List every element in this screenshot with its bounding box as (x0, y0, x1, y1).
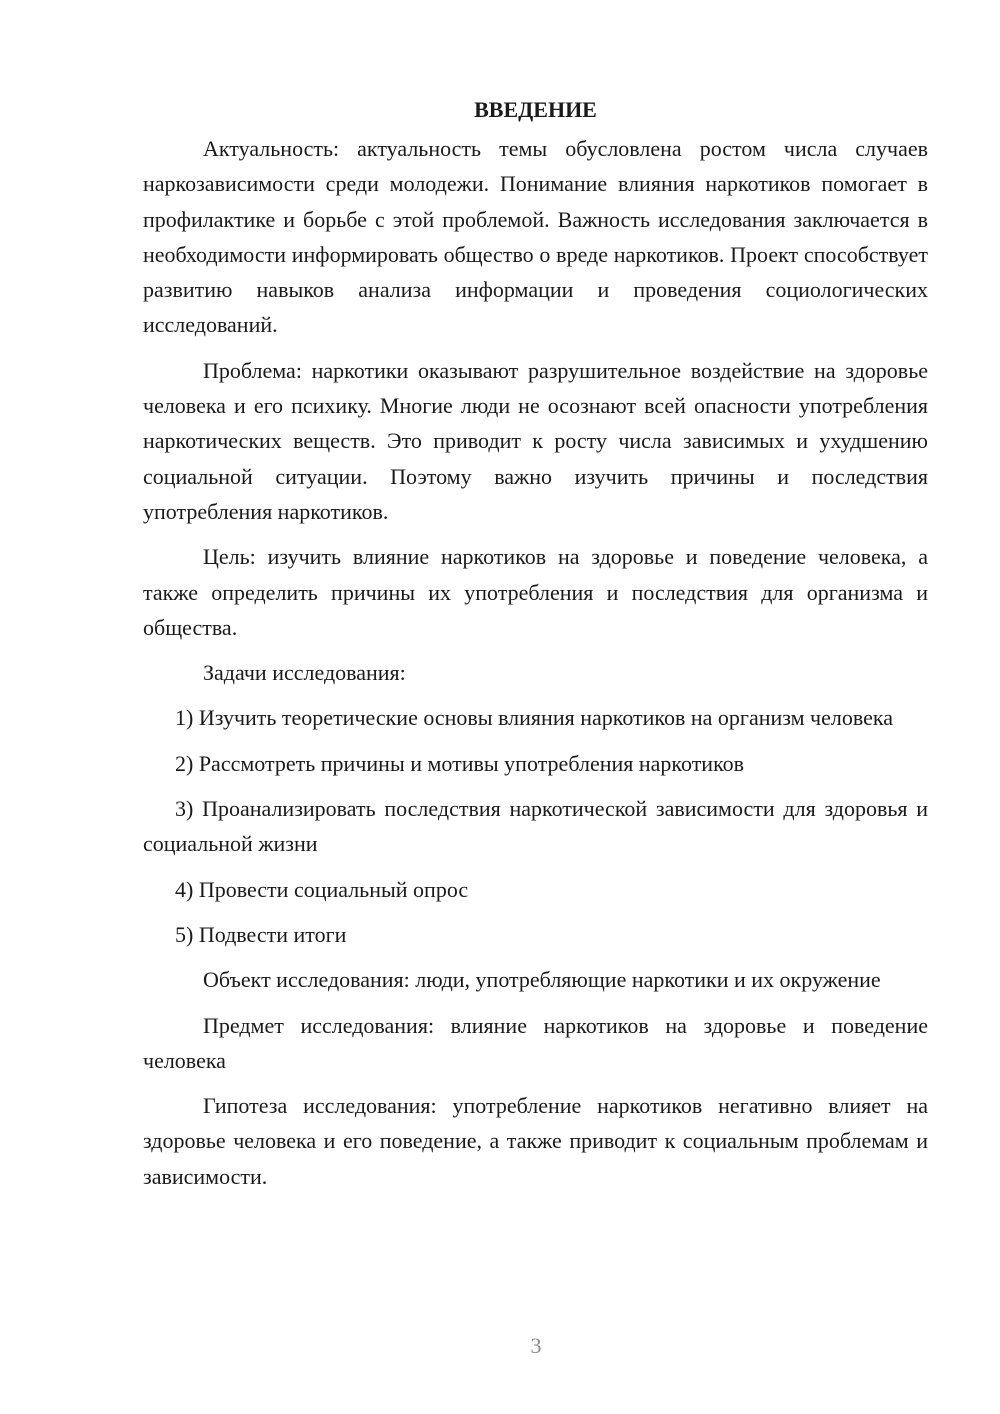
task-item-1: 1) Изучить теоретические основы влияния наркотиков на организм человека (175, 705, 894, 731)
task-item-5: 5) Подвести итоги (175, 921, 347, 947)
relevance-paragraph: Актуальность: актуальность темы обусловлена ростом числа случаев наркозависимости среди молодежи. Понимание влияния наркотиков помогает в профилактике и борьбе с этой проблемой. Важность исследования заключается в необходимости информировать общество о вреде наркотиков. Проект способствует развитию навыков анализа информации и проведения социологических исследований. (143, 136, 928, 338)
page-number: 3 (530, 1333, 542, 1358)
task-item-2: 2) Рассмотреть причины и мотивы употребления наркотиков (175, 750, 745, 776)
object-paragraph: Объект исследования: люди, употребляющие наркотики и их окружение (203, 967, 881, 993)
page-title: ВВЕДЕНИЕ (474, 97, 597, 122)
problem-paragraph: Проблема: наркотики оказывают разрушительное воздействие на здоровье человека и его психику. Многие люди не осознают всей опасности употребления наркотических веществ. Это приводит к росту числа зависимых и ухудшению социальной ситуации. Поэтому важно изучить причины и последствия употребления наркотиков. (143, 357, 928, 524)
task-item-3: 3) Проанализировать последствия наркотической зависимости для здоровья и социальной жизни (143, 796, 928, 857)
hypothesis-paragraph: Гипотеза исследования: употребление наркотиков негативно влияет на здоровье человека и его поведение, а также приводит к социальным проблемам и зависимости. (143, 1093, 928, 1189)
document-page (143, 92, 928, 1204)
goal-paragraph: Цель: изучить влияние наркотиков на здоровье и поведение человека, а также определить причины их употребления и последствия для организма и общества. (143, 544, 928, 640)
tasks-title: Задачи исследования: (203, 660, 406, 686)
task-item-4: 4) Провести социальный опрос (175, 876, 469, 902)
subject-paragraph: Предмет исследования: влияние наркотиков на здоровье и поведение человека (143, 1012, 928, 1073)
